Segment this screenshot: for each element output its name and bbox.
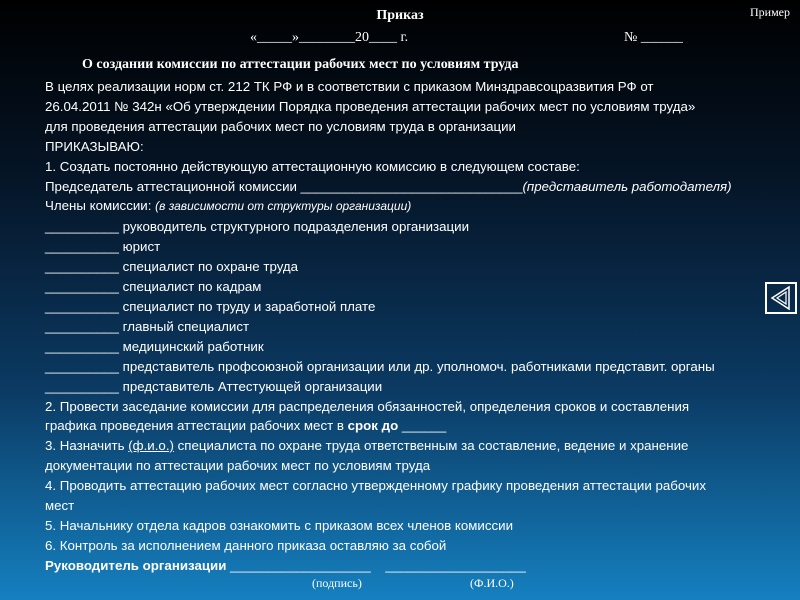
member-blank: __________ [45,259,119,275]
item-5: 5. Начальнику отдела кадров ознакомить с приказом всех членов комиссии [45,517,513,533]
member-blank: __________ [45,239,119,255]
chairman-note: (представитель работодателя) [522,178,732,194]
member-role: юрист [122,239,161,255]
item-4-line-1: 4. Проводить аттестацию рабочих мест согласно утвержденному графику проведения аттестации рабочих [45,478,706,494]
item-2-line-2 [45,416,795,436]
document-title: Приказ [376,8,424,23]
chairman-line [45,177,795,197]
order-number-line: № ______ [624,30,683,45]
item-3-prefix: 3. Назначить [45,438,129,454]
member-blank: __________ [45,378,119,394]
member-blank: __________ [45,298,119,314]
date-line: «_____»________20____ г. [250,30,409,45]
name-blank: ___________________ [385,557,526,573]
item-3-suffix: специалиста по охране труда ответственным за составление, ведение и хранение [173,438,689,454]
member-blank: __________ [45,338,119,354]
members-line [45,196,795,217]
item-1: 1. Создать постоянно действующую аттестационную комиссию в следующем составе: [45,158,580,174]
member-role: представитель профсоюзной организации или др. уполномоч. работниками представит. органы [122,358,715,374]
item-4-line-2: мест [45,498,75,514]
item-3-line-2: документации по аттестации рабочих мест по условиям труда [45,458,431,474]
member-row [45,217,795,237]
sample-label: Пример [749,5,790,19]
signature-label: Руководитель организации [45,557,227,573]
back-arrow-icon[interactable] [765,282,797,314]
order-word: ПРИКАЗЫВАЮ: [45,138,144,154]
member-role: специалист по труду и заработной плате [122,298,376,314]
member-row [45,337,795,357]
member-role: специалист по кадрам [122,279,262,295]
item-2-line-1: 2. Провести заседание комиссии для распределения обязанностей, определения сроков и составления [45,398,690,414]
members-label: Члены комиссии: [45,198,156,214]
member-role: медицинский работник [122,338,264,354]
chairman-label: Председатель аттестационной комиссии ______________________________ [45,178,523,194]
member-blank: __________ [45,219,119,235]
member-row [45,257,795,277]
signature-blank: ___________________ [226,557,371,573]
signature-line [45,556,795,576]
intro-line: В целях реализации норм ст. 212 ТК РФ и в соответствии с приказом Минздравсоцразвития РФ от [45,79,654,94]
member-role: главный специалист [122,318,250,334]
signature-caption: (подпись) [312,576,362,590]
member-row [45,377,795,397]
order-heading: О создании комиссии по аттестации рабочих мест по условиям труда [82,57,519,72]
deadline-blank: ______ [398,418,447,434]
member-row [45,317,795,337]
order-body [45,77,795,576]
item-6: 6. Контроль за исполнением данного приказа оставляю за собой [45,537,447,553]
deadline-label: срок до [347,418,399,434]
member-role: руководитель структурного подразделения организации [122,219,470,235]
member-blank: __________ [45,318,119,334]
member-row [45,237,795,257]
item-3-line-1 [45,436,795,456]
member-blank: __________ [45,279,119,295]
member-row [45,277,795,297]
member-role: специалист по охране труда [122,259,299,275]
intro-line: для проведения аттестации рабочих мест по условиям труда в организации [45,118,516,134]
member-blank: __________ [45,358,119,374]
item-2-text: графика проведения аттестации рабочих мест в [45,418,348,434]
name-caption: (Ф.И.О.) [470,576,514,590]
member-role: представитель Аттестующей организации [122,378,383,394]
intro-line: 26.04.2011 № 342н «Об утверждении Порядка проведения аттестации рабочих мест по условиям труда» [45,98,696,114]
members-note: (в зависимости от структуры организации) [155,199,412,214]
member-row [45,357,795,377]
member-row [45,297,795,317]
fio-placeholder: (ф.и.о.) [128,438,174,454]
